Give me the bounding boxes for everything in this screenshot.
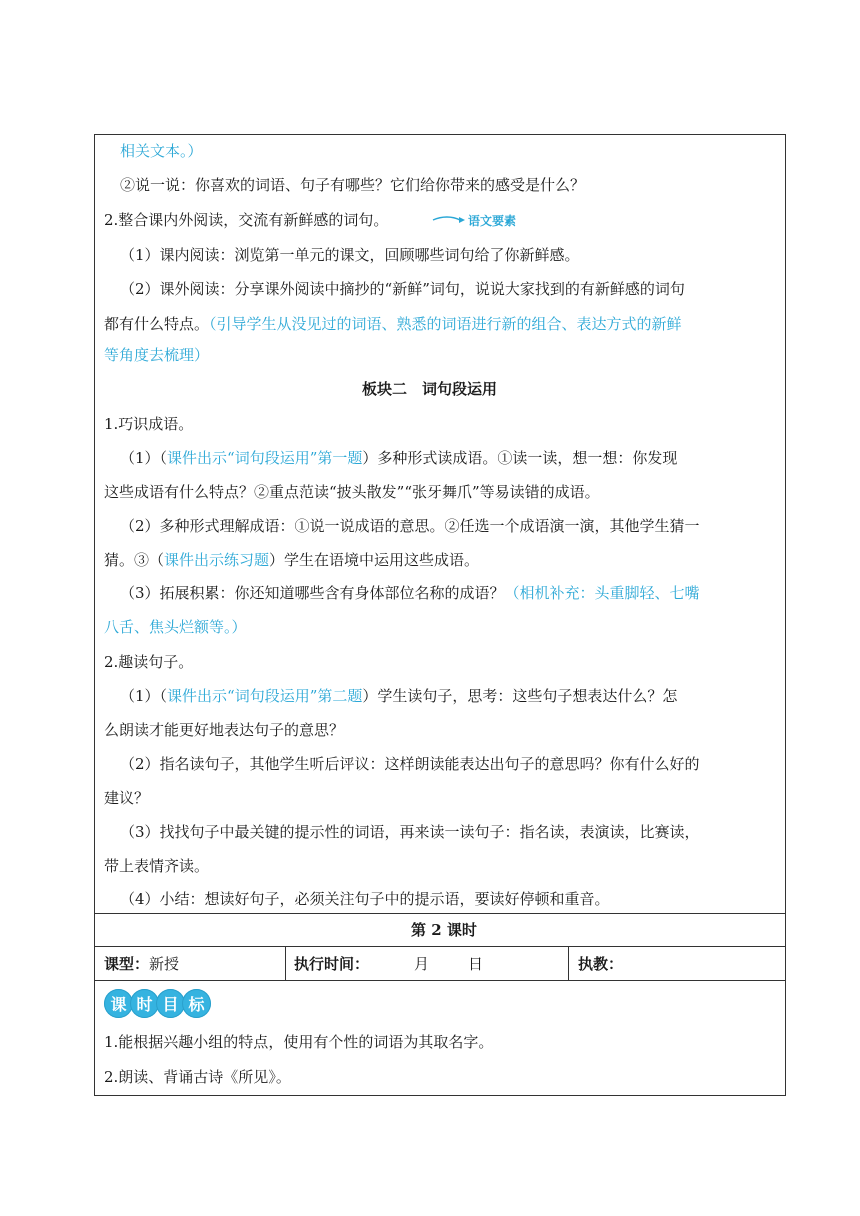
info-type: [104, 953, 179, 975]
text-line: 八舌、焦头烂额等。）: [104, 618, 247, 636]
annotation-note: [432, 209, 516, 231]
highlight-span: 课件出示“词句段运用”第二题: [167, 687, 363, 705]
badge-char: 时: [130, 989, 159, 1018]
text-span: 猜。③（: [104, 551, 165, 569]
text-line: [104, 313, 682, 335]
arrow-icon: [432, 214, 466, 226]
text-line: （4）小结：想读好句子，必须关注句子中的提示语，要读好停顿和重音。: [120, 890, 610, 908]
text-line: 2.趣读句子。: [104, 653, 194, 671]
text-line: ②说一说：你喜欢的词语、句子有哪些？它们给你带来的感受是什么？: [120, 176, 586, 194]
text-span: 都有什么特点。: [104, 315, 210, 333]
text-line: [120, 685, 677, 707]
divider: [94, 946, 786, 947]
text-line: 等角度去梳理）: [104, 346, 210, 364]
text-line: 2.朗读、背诵古诗《所见》。: [104, 1068, 291, 1086]
text-line: （3）找找句子中最关键的提示性的词语，再来读一读句子：指名读，表演读，比赛读，: [120, 823, 700, 841]
note-label: 语文要素: [468, 213, 517, 228]
text-line: （2）多种形式理解成语：①说一说成语的意思。②任选一个成语演一演，其他学生猜一: [120, 517, 700, 535]
type-value: 新授: [149, 955, 180, 973]
text-line: （2）课外阅读：分享课外阅读中摘抄的“新鲜”词句，说说大家找到的有新鲜感的词句: [120, 280, 685, 298]
badge-char: 目: [156, 989, 185, 1018]
text-span: ）多种形式读成语。①读一读，想一想：你发现: [362, 449, 678, 467]
divider: [285, 947, 286, 980]
lesson-title: 第 2 课时: [411, 921, 477, 939]
type-label: 课型：: [104, 955, 150, 973]
text-line: [120, 447, 677, 469]
month-label: 月: [414, 955, 430, 973]
text-line: [104, 549, 479, 571]
text-span: ）学生读句子，思考：这些句子想表达什么？怎: [362, 687, 678, 705]
text-line: 建议？: [104, 789, 150, 807]
text-line: 这些成语有什么特点？②重点范读“披头散发”“张牙舞爪”等易读错的成语。: [104, 483, 600, 501]
text-span: ）学生在语境中运用这些成语。: [269, 551, 480, 569]
divider: [568, 947, 569, 980]
text-line: [120, 582, 700, 604]
text-span: （3）拓展积累：你还知道哪些含有身体部位名称的成语？: [120, 584, 505, 602]
divider: [94, 913, 786, 914]
text-line: 1.巧识成语。: [104, 415, 194, 433]
text-span: （1）（: [120, 449, 168, 467]
text-line: （2）指名读句子，其他学生听后评议：这样朗读能表达出句子的意思吗？你有什么好的: [120, 755, 700, 773]
badge-char: 标: [182, 989, 211, 1018]
highlight-span: （相机补充：头重脚轻、七嘴: [504, 584, 700, 602]
text-line: 么朗读才能更好地表达句子的意思？: [104, 721, 345, 739]
section-title: 板块二 词句段运用: [362, 380, 498, 398]
highlight-span: （引导学生从没见过的词语、熟悉的词语进行新的组合、表达方式的新鲜: [209, 315, 682, 333]
highlight-span: 课件出示练习题: [164, 551, 270, 569]
text-line: （1）课内阅读：浏览第一单元的课文，回顾哪些词句给了你新鲜感。: [120, 246, 580, 264]
lesson-goals-badge: [104, 989, 208, 1018]
text-line: 2.整合课内外阅读，交流有新鲜感的词句。: [104, 211, 389, 229]
text-line: 带上表情齐读。: [104, 857, 210, 875]
text-span: （1）（: [120, 687, 168, 705]
day-label: 日: [468, 955, 484, 973]
teacher-label: 执教：: [578, 955, 624, 973]
divider: [94, 980, 786, 981]
time-label: 执行时间：: [294, 955, 370, 973]
text-line: 1.能根据兴趣小组的特点，使用有个性的词语为其取名字。: [104, 1033, 494, 1051]
badge-char: 课: [104, 989, 133, 1018]
text-line: 相关文本。）: [120, 142, 203, 160]
highlight-span: 课件出示“词句段运用”第一题: [167, 449, 363, 467]
